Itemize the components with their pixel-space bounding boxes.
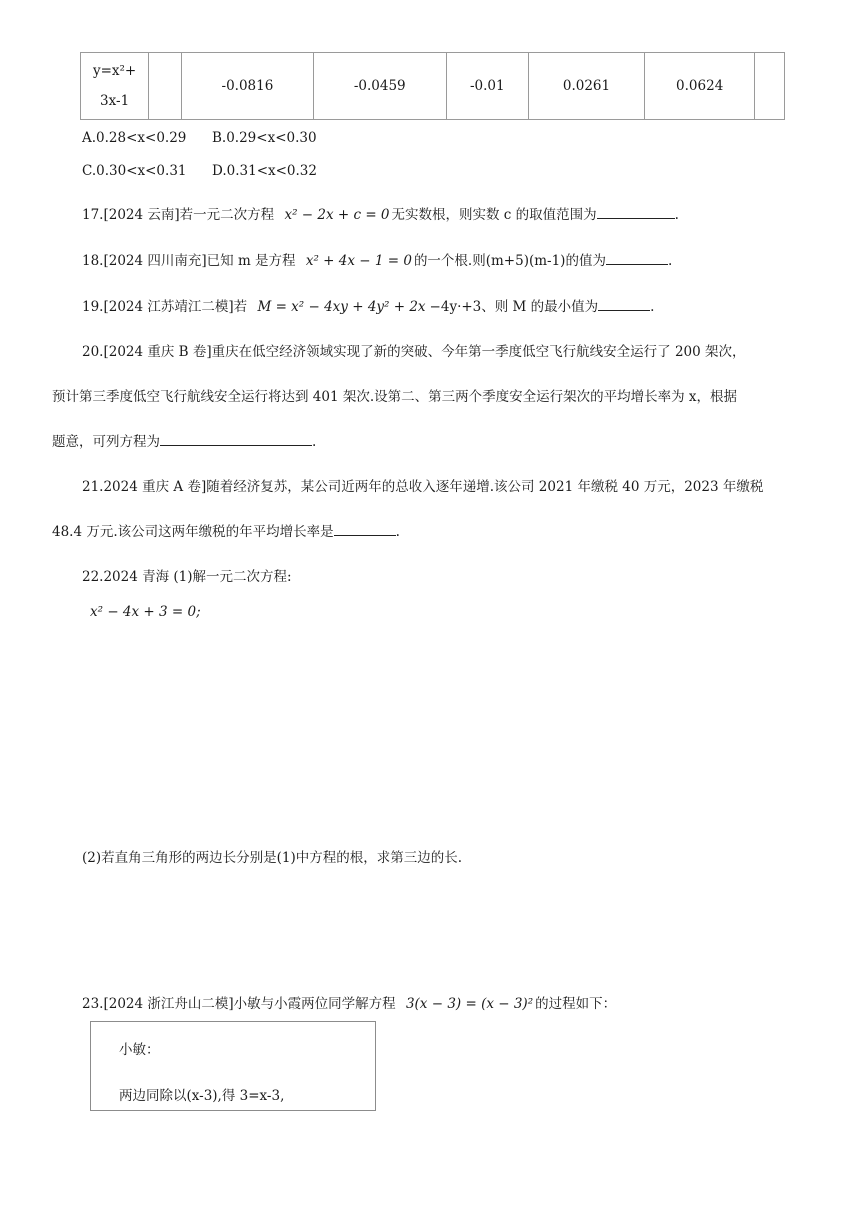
- q18-end: .: [667, 253, 673, 269]
- q23-equation: 3(x − 3) = (x − 3)²: [405, 996, 534, 1012]
- q19-suffix: −4y·+3、则 M 的最小值为: [429, 299, 599, 315]
- value-table: [80, 52, 785, 120]
- row-label-cell: [81, 53, 149, 120]
- q18-equation: x² + 4x − 1 = 0: [305, 253, 412, 269]
- q20-line3: 题意，可列方程为: [52, 434, 160, 450]
- q20-line1: 20.[2024 重庆 B 卷]重庆在低空经济领域实现了新的突破、今年第一季度低空飞行航线安全运行了 200 架次，: [82, 344, 746, 360]
- q21-line2-wrap: [52, 520, 400, 540]
- q20-line2: 预计第三季度低空飞行航线安全运行将达到 401 架次.设第二、第三两个季度安全运行架次的平均增长率为 x，根据: [52, 389, 738, 405]
- q22-part2: (2)若直角三角形的两边长分别是(1)中方程的根，求第三边的长.: [82, 850, 463, 866]
- q22-equation: x² − 4x + 3 = 0;: [90, 604, 201, 620]
- table-cell: [149, 53, 182, 120]
- q20-end: .: [312, 434, 317, 450]
- row-label-line1: y=x²+: [92, 63, 137, 79]
- option-b: B.0.29<x<0.30: [212, 130, 317, 146]
- q17-end: .: [674, 207, 679, 223]
- q21-line1: 21.2024 重庆 A 卷]随着经济复苏，某公司近两年的总收入逐年递增.该公司 2021 年缴税 40 万元，2023 年缴税: [82, 479, 764, 495]
- option-d: D.0.31<x<0.32: [212, 163, 317, 179]
- solution-box: [90, 1021, 376, 1111]
- q17-suffix: 无实数根，则实数 c 的取值范围为: [391, 207, 597, 223]
- q19-equation: M = x² − 4xy + 4y² + 2x: [257, 299, 426, 315]
- answer-blank[interactable]: [160, 433, 312, 446]
- answer-blank[interactable]: [597, 206, 675, 219]
- option-c: C.0.30<x<0.31: [82, 163, 187, 179]
- q18-suffix: 的一个根.则(m+5)(m-1)的值为: [413, 253, 606, 269]
- q23-prefix: 23.[2024 浙江舟山二模]小敏与小霞两位同学解方程: [82, 996, 396, 1012]
- q19-prefix: 19.[2024 江苏靖江二模]若: [82, 299, 248, 315]
- answer-blank[interactable]: [606, 252, 668, 265]
- question-19: [82, 295, 654, 315]
- q23-suffix: 的过程如下：: [535, 996, 617, 1012]
- row-label-line2: 3x-1: [100, 93, 130, 109]
- table-cell: -0.01: [446, 53, 528, 120]
- q19-end: .: [650, 299, 655, 315]
- table-cell: -0.0816: [182, 53, 313, 120]
- question-23: [82, 992, 616, 1012]
- box-line: 两边同除以(x-3),得 3=x-3,: [119, 1088, 285, 1104]
- q21-end: .: [395, 524, 400, 540]
- table-cell: [754, 53, 784, 120]
- q20-line3-wrap: [52, 430, 316, 450]
- q17-equation: x² − 2x + c = 0: [284, 207, 390, 223]
- question-18: [82, 249, 672, 269]
- answer-blank[interactable]: [334, 523, 396, 536]
- q21-line2: 48.4 万元.该公司这两年缴税的年平均增长率是: [52, 524, 334, 540]
- question-17: [82, 203, 679, 223]
- table-cell: 0.0624: [645, 53, 755, 120]
- q18-prefix: 18.[2024 四川南充]已知 m 是方程: [82, 253, 296, 269]
- table-cell: 0.0261: [528, 53, 645, 120]
- q17-prefix: 17.[2024 云南]若一元二次方程: [82, 207, 275, 223]
- q22-title: 22.2024 青海 (1)解一元二次方程:: [82, 569, 292, 585]
- answer-blank[interactable]: [598, 298, 650, 311]
- table-cell: -0.0459: [313, 53, 446, 120]
- box-title: 小敏：: [119, 1042, 160, 1058]
- option-a: A.0.28<x<0.29: [82, 130, 187, 146]
